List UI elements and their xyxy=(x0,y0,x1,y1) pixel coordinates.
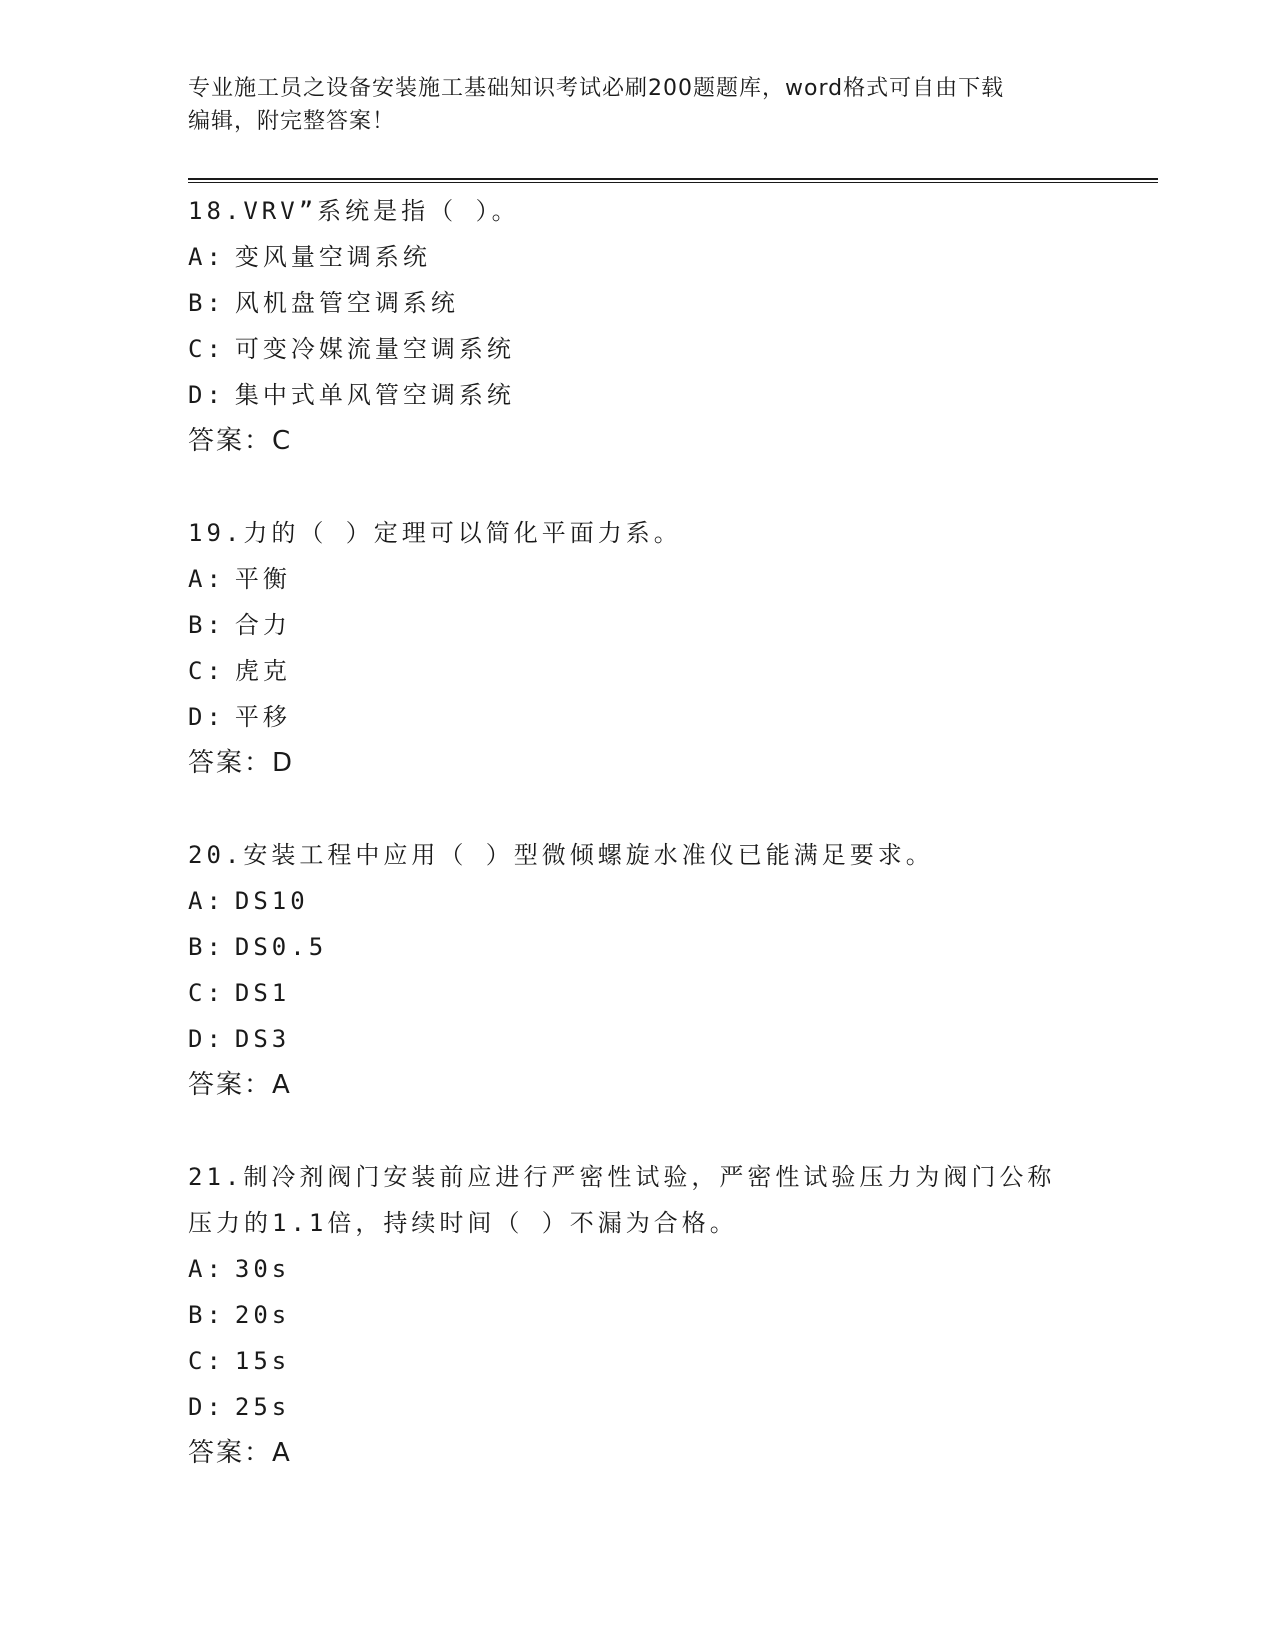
question-stem-continued: 压力的1.1倍，持续时间（ ）不漏为合格。 xyxy=(188,1209,738,1237)
question-stem: 20.安装工程中应用（ ）型微倾螺旋水准仪已能满足要求。 xyxy=(188,841,934,869)
option-letter: A: xyxy=(188,887,225,915)
header-line: 专业施工员之设备安装施工基础知识考试必刷200题题库，word格式可自由下载 xyxy=(188,76,1005,101)
option-d xyxy=(188,1384,1148,1430)
question-gap xyxy=(188,786,1148,832)
option-text: 20s xyxy=(234,1301,291,1329)
option-a xyxy=(188,234,1148,280)
question-18 xyxy=(188,188,1148,464)
option-text: 可变冷媒流量空调系统 xyxy=(234,335,515,363)
option-letter: A: xyxy=(188,243,225,271)
answer-line: 答案：D xyxy=(188,748,295,778)
question-gap xyxy=(188,464,1148,510)
option-c xyxy=(188,326,1148,372)
option-text: 平移 xyxy=(234,703,291,731)
option-d xyxy=(188,694,1148,740)
option-a xyxy=(188,1246,1148,1292)
option-text: DS10 xyxy=(234,887,309,915)
option-text: 合力 xyxy=(234,611,291,639)
option-letter: D: xyxy=(188,703,225,731)
option-text: 平衡 xyxy=(234,565,291,593)
question-list xyxy=(188,188,1148,1476)
option-letter: D: xyxy=(188,1393,225,1421)
option-letter: C: xyxy=(188,335,225,363)
option-d xyxy=(188,372,1148,418)
option-text: 变风量空调系统 xyxy=(234,243,431,271)
question-stem: 21.制冷剂阀门安装前应进行严密性试验，严密性试验压力为阀门公称 xyxy=(188,1163,1056,1191)
question-20 xyxy=(188,832,1148,1108)
option-text: 30s xyxy=(234,1255,291,1283)
question-19 xyxy=(188,510,1148,786)
option-text: DS0.5 xyxy=(234,933,328,961)
answer-line: 答案：A xyxy=(188,1438,292,1468)
option-text: 15s xyxy=(234,1347,291,1375)
option-a xyxy=(188,878,1148,924)
option-c xyxy=(188,1338,1148,1384)
header-line: 编辑，附完整答案！ xyxy=(188,109,396,134)
option-b xyxy=(188,602,1148,648)
answer-line: 答案：C xyxy=(188,426,293,456)
option-letter: D: xyxy=(188,1025,225,1053)
option-letter: C: xyxy=(188,1347,225,1375)
answer-line: 答案：A xyxy=(188,1070,292,1100)
option-text: 集中式单风管空调系统 xyxy=(234,381,515,409)
option-d xyxy=(188,1016,1148,1062)
document-header xyxy=(188,72,1088,138)
option-text: 风机盘管空调系统 xyxy=(234,289,459,317)
option-letter: B: xyxy=(188,1301,225,1329)
option-letter: C: xyxy=(188,979,225,1007)
option-c xyxy=(188,648,1148,694)
option-letter: B: xyxy=(188,933,225,961)
option-b xyxy=(188,924,1148,970)
option-letter: C: xyxy=(188,657,225,685)
option-text: DS1 xyxy=(234,979,291,1007)
header-divider xyxy=(188,178,1158,183)
option-b xyxy=(188,280,1148,326)
question-gap xyxy=(188,1108,1148,1154)
option-letter: B: xyxy=(188,289,225,317)
option-letter: A: xyxy=(188,1255,225,1283)
option-text: DS3 xyxy=(234,1025,291,1053)
option-letter: B: xyxy=(188,611,225,639)
option-a xyxy=(188,556,1148,602)
option-b xyxy=(188,1292,1148,1338)
question-stem: 18.VRV”系统是指（ ）。 xyxy=(188,197,520,225)
option-letter: D: xyxy=(188,381,225,409)
option-text: 25s xyxy=(234,1393,291,1421)
option-text: 虎克 xyxy=(234,657,291,685)
question-stem: 19.力的（ ）定理可以简化平面力系。 xyxy=(188,519,682,547)
option-c xyxy=(188,970,1148,1016)
question-21 xyxy=(188,1154,1148,1476)
option-letter: A: xyxy=(188,565,225,593)
